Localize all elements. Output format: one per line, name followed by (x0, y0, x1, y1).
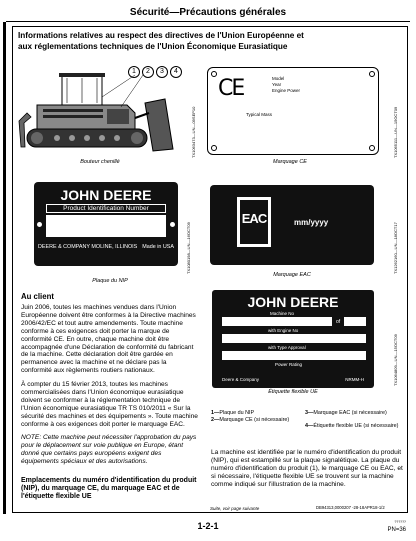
flex-code: NRMM-H (345, 377, 364, 382)
screw-icon (369, 145, 375, 151)
bulldozer-fig-id: TX1063473—UN—09SEP10 (191, 106, 196, 158)
footer-pn: PN=36 (387, 527, 406, 533)
ce-field-engine: Engine Power (272, 88, 301, 93)
au-client-p2: À compter du 15 février 2013, toutes les machines commercialisées dans l'Union économique eurasiatique doivent se conformer à la réglementation technique de l'Union économique eurasiatique TR TS 010/2011 « Sur la sécurité des machines et des équipements ». Toute machine conforme à ces exigences doit porter le marquage EAC. (21, 381, 198, 428)
au-client-p1: Juin 2006, toutes les machines vendues dans l'Union Européenne doivent être conformes à la Directive machines 2006/42/EC et tout autre amendements. Toute machine conforme à ces exigences doit porter la marque de conformité CE. En outre, chaque machine doit être accompagnée d'une Déclaration de conformité du fabricant de la machine. Cette déclaration doit être gardée en permanence avec la machine et ne déclare pas la conformité aux règlements routiers nationaux. (21, 304, 196, 375)
ce-field-model: Model (272, 76, 285, 81)
screw-icon (211, 145, 217, 151)
header-title: Sécurité—Précautions générales (129, 7, 287, 18)
ce-plate (207, 67, 379, 155)
callout-1: 1 (128, 66, 140, 78)
eac-fig-id: TX1262160—UN—18OCT17 (393, 222, 398, 274)
eac-mark-box (237, 197, 271, 247)
nip-banner: Product Identification Number (46, 204, 166, 213)
flex-of: of (336, 319, 341, 325)
nip-fig-id: TX1080198—UN—16OCT09 (186, 222, 191, 274)
page-header (0, 0, 416, 22)
nip-field (46, 215, 166, 237)
au-client-note: NOTE: Cette machine peut nécessiter l'approbation du pays pour le déplacement sur voie publique en Europe, étant donné que certains pays européens exigent des équipements spéciaux et des autorisations. (21, 434, 197, 465)
ce-fig-id: TX1065111—UN—15OCT09 (393, 106, 398, 158)
flex-caption: Étiquette flexible UE (268, 389, 318, 395)
ce-mark: CE (218, 76, 244, 101)
bulldozer-callouts (128, 66, 182, 78)
flex-box2 (222, 334, 366, 343)
flex-maker: Deere & Company (222, 377, 260, 382)
nip-brand: JOHN DEERE (60, 187, 152, 203)
screw-icon (170, 222, 175, 227)
ce-field-year: Year (272, 82, 282, 87)
nip-caption: Plaque du NIP (92, 278, 128, 284)
footer-code2: ?????? (394, 520, 406, 524)
page-number: 1-2-1 (197, 521, 219, 531)
footer-continued: Suite, voir page suivante (210, 506, 260, 511)
footer-code: DB94313,0000207 -28-18APR18-1/2 (316, 505, 385, 510)
flex-fig-id: TX1064809—UN—15OCT09 (393, 334, 398, 386)
flex-box1 (222, 317, 332, 326)
callout-2: 2 (142, 66, 154, 78)
au-client-title: Au client (21, 292, 54, 301)
flex-line1: Machine No (270, 311, 295, 316)
flex-box3 (222, 351, 366, 360)
screw-icon (211, 71, 217, 77)
eac-mark: EAC (241, 211, 267, 226)
nip-plate (34, 182, 178, 266)
nip-origin: Made in USA (142, 244, 174, 250)
eac-date: mm/yyyy (294, 218, 329, 227)
bulldozer-caption: Bouteur chenillé (80, 159, 120, 165)
legend-item-1: 1—Plaque du NIP (211, 410, 255, 416)
flex-brand: JOHN DEERE (247, 294, 339, 310)
eac-caption: Marquage EAC (273, 272, 311, 278)
eac-plate (210, 185, 374, 265)
emplacements-title: Emplacements du numéro d'identification du produit (NIP), du marquage CE, du marquage EAC et de l'étiquette flexible UE (21, 477, 197, 500)
flex-plate (212, 290, 374, 388)
legend-item-2: 2—Marquage CE (si nécessaire) (211, 417, 290, 423)
callout-3: 3 (156, 66, 168, 78)
screw-icon (37, 222, 42, 227)
ce-mass-label: Typical Mass (246, 112, 273, 117)
flex-line2: with Engine No (268, 328, 299, 333)
screw-icon (369, 71, 375, 77)
right-paragraph: La machine est identifiée par le numéro d'identification du produit (NIP), qui est estampillé sur la plaque signalétique. La plaque du numéro d'identification du produit (1), le marquage CE ou EAC, et si nécessaire, l'étiquette flexible UE se trouvent sur la machine comme indiqué sur l'illustration de la machine. (211, 449, 403, 488)
intro-title: Informations relatives au respect des directives de l'Union Européenne et aux réglementations techniques de l'Union Économique Eurasiatique (18, 31, 304, 51)
legend-item-4: 4—Étiquette flexible UE (si nécessaire) (305, 423, 399, 429)
callout-4: 4 (170, 66, 182, 78)
flex-box1b (344, 317, 366, 326)
legend-item-3: 3—Marquage EAC (si nécessaire) (305, 410, 387, 416)
flex-line3: with Type Approval (268, 345, 306, 350)
header-rule (6, 21, 410, 22)
ce-caption: Marquage CE (273, 159, 307, 165)
flex-line4: Power Rating (275, 362, 303, 367)
nip-maker: DEERE & COMPANY MOLINE, ILLINOIS (38, 244, 138, 250)
side-bar (3, 22, 6, 514)
legend (211, 410, 401, 440)
